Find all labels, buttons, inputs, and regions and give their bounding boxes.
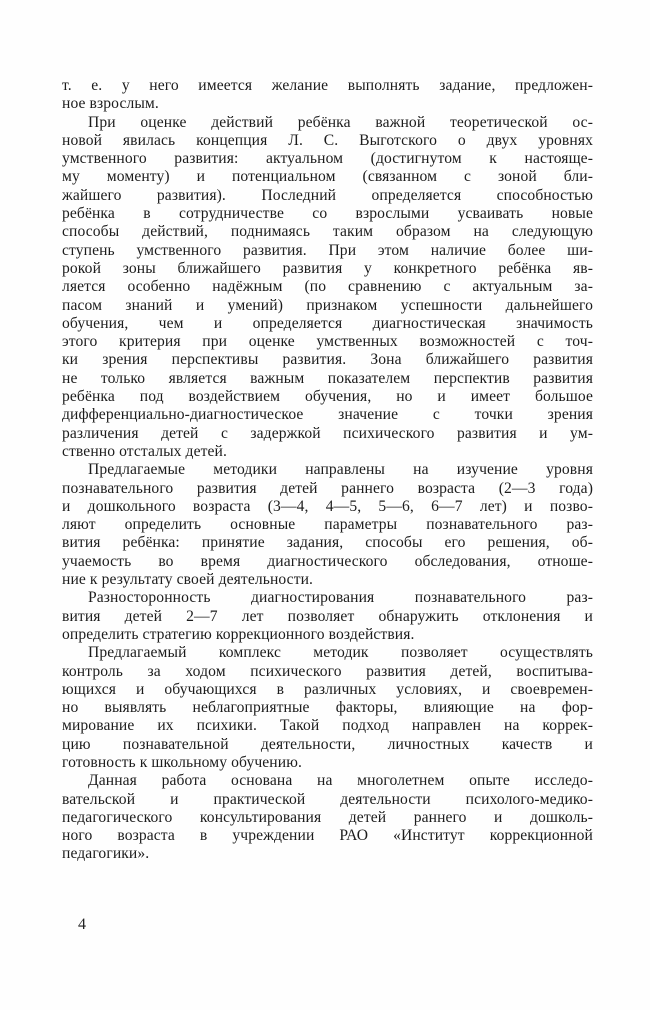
paragraph [62,114,593,462]
text-line: ное взрослым. [62,95,159,113]
text-line: Разносторонность диагностирования познавательного раз- [88,589,593,607]
text-line: рокой зоны ближайшего развития у конкретного ребёнка яв- [62,259,593,277]
text-line: му моменту) и потенциальном (связанном с зоной бли- [62,168,593,186]
text-line: ступень умственного развития. При этом наличие более ши- [62,241,593,259]
text-line: ние к результату своей деятельности. [62,571,314,589]
text-line: жайшего развития). Последний определяется способностью [62,186,593,204]
body-text [62,77,593,864]
text-line: При оценке действий ребёнка важной теоретической ос- [88,113,593,131]
paragraph [62,772,593,863]
text-line: ляют определить основные параметры познавательного раз- [62,516,593,534]
text-line: вития ребёнка: принятие задания, способы его решения, об- [62,534,593,552]
text-line: т. е. у него имеется желание выполнять задание, предложен- [62,77,593,94]
text-line: ственно отсталых детей. [62,442,227,460]
text-line: педагогики». [62,845,150,863]
text-line: познавательного развития детей раннего возраста (2—3 года) [62,479,593,497]
paragraph [62,644,593,772]
text-line: ки зрения перспективы развития. Зона ближайшего развития [62,351,593,369]
text-line: учаемость во время диагностического обследования, отноше- [62,552,593,570]
text-line: готовность к школьному обучению. [62,753,302,771]
text-line: не только является важным показателем перспектив развития [62,369,593,387]
page-number: 4 [78,916,86,933]
text-line: этого критерия при оценке умственных возможностей с точ- [62,333,593,351]
text-line: различения детей с задержкой психического развития и ум- [62,424,593,442]
text-line: Данная работа основана на многолетнем опыте исследо- [88,772,593,790]
text-line: контроль за ходом психического развития детей, воспитыва- [62,662,593,680]
text-line: и дошкольного возраста (3—4, 4—5, 5—6, 6—7 лет) и позво- [62,497,593,515]
text-line: определить стратегию коррекционного воздействия. [62,625,415,643]
text-line: обучения, чем и определяется диагностическая значимость [62,314,593,332]
text-line: способы действий, поднимаясь таким образом на следующую [62,223,593,241]
text-line: ляется особенно надёжным (по сравнению с актуальным за- [62,278,593,296]
text-line: педагогического консультирования детей раннего и дошколь- [62,808,593,826]
text-line: пасом знаний и умений) признаком успешности дальнейшего [62,296,593,314]
text-line: ребёнка под воздействием обучения, но и имеет большое [62,388,593,406]
text-line: цию познавательной деятельности, личностных качеств и [62,735,593,753]
text-line: новой явилась концепция Л. С. Выготского о двух уровнях [62,131,593,149]
text-line: вательской и практической деятельности психолого-медико- [62,790,593,808]
text-line: мирование их психики. Такой подход направлен на коррек- [62,717,593,735]
paragraph [62,461,593,589]
paragraph [62,77,593,114]
text-line: вития детей 2—7 лет позволяет обнаружить отклонения и [62,607,593,625]
text-line: но выявлять неблагоприятные факторы, влияющие на фор- [62,699,593,717]
text-line: Предлагаемые методики направлены на изучение уровня [88,461,593,479]
text-line: ного возраста в учреждении РАО «Институт коррекционной [62,827,593,845]
text-line: ребёнка в сотрудничестве со взрослыми усваивать новые [62,205,593,223]
text-line: умственного развития: актуальном (достигнутом к настояще- [62,150,593,168]
paragraph [62,589,593,644]
text-line: дифференциально-диагностическое значение с точки зрения [62,406,593,424]
text-line: Предлагаемый комплекс методик позволяет осуществлять [88,644,593,662]
text-line: ющихся и обучающихся в различных условиях, и своевремен- [62,680,593,698]
